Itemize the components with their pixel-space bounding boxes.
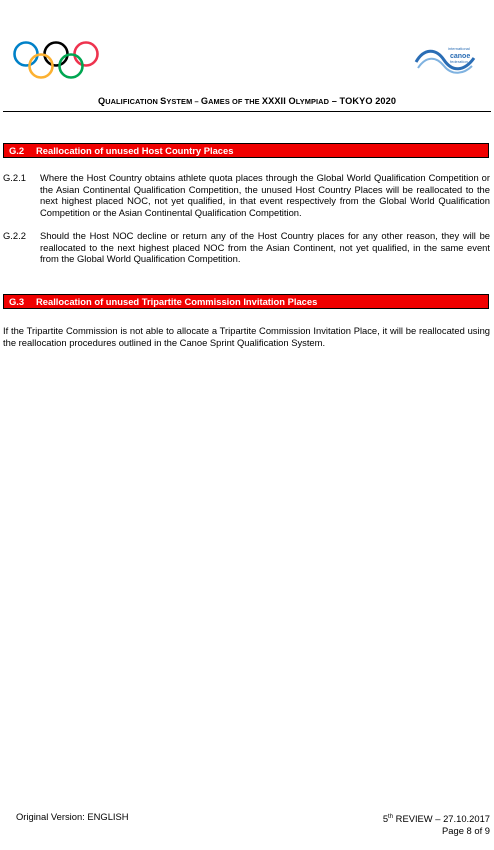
section-number: G.3 [9,296,25,307]
clause-text: Where the Host Country obtains athlete quota places through the Global World Qualification Competition or the Asian Continental Qualification Competition, the unused Host Country Places will be reallocated to the next highest placed NOC, not yet qualified, in that event respectively from the Global World Qualification Competition or the Asian Continental Qualification Competition. [40,172,490,218]
icf-logo-line2: canoe [450,53,471,60]
clause-number: G.2.2 [3,230,26,241]
footer-review: 5th REVIEW – 27.10.2017 [382,813,490,825]
icf-logo-line1: international [448,46,470,51]
section-g3-paragraph: If the Tripartite Commission is not able to allocate a Tripartite Commission Invitation Place, it will be reallocated using the reallocation procedures outlined in the Canoe Sprint Qualification System. [3,325,490,348]
olympic-rings-logo [12,40,100,82]
section-title: Reallocation of unused Host Country Places [36,145,234,156]
page-header-title: QUALIFICATION SYSTEM – GAMES OF THE XXXII OLYMPIAD – TOKYO 2020 [97,96,397,106]
footer-original-version: Original Version: ENGLISH [16,811,129,822]
clause-number: G.2.1 [3,172,26,183]
header-divider [3,111,491,112]
section-heading-g3 [3,294,489,309]
section-number: G.2 [9,145,25,156]
clause-text: Should the Host NOC decline or return any of the Host Country places for any other reason, they will be reallocated to the next highest placed NOC from the Asian Continent, not yet qualified, in the same event from the Global World Qualification Competition. [40,230,490,265]
clause-g2-2 [3,230,490,265]
footer-page-number: Page 8 of 9 [442,825,490,837]
footer-review-info [383,811,490,837]
icf-logo-line3: federation [450,59,468,64]
section-title: Reallocation of unused Tripartite Commission Invitation Places [36,296,318,307]
icf-logo [414,44,478,78]
section-heading-g2 [3,143,489,158]
clause-g2-1 [3,172,490,218]
